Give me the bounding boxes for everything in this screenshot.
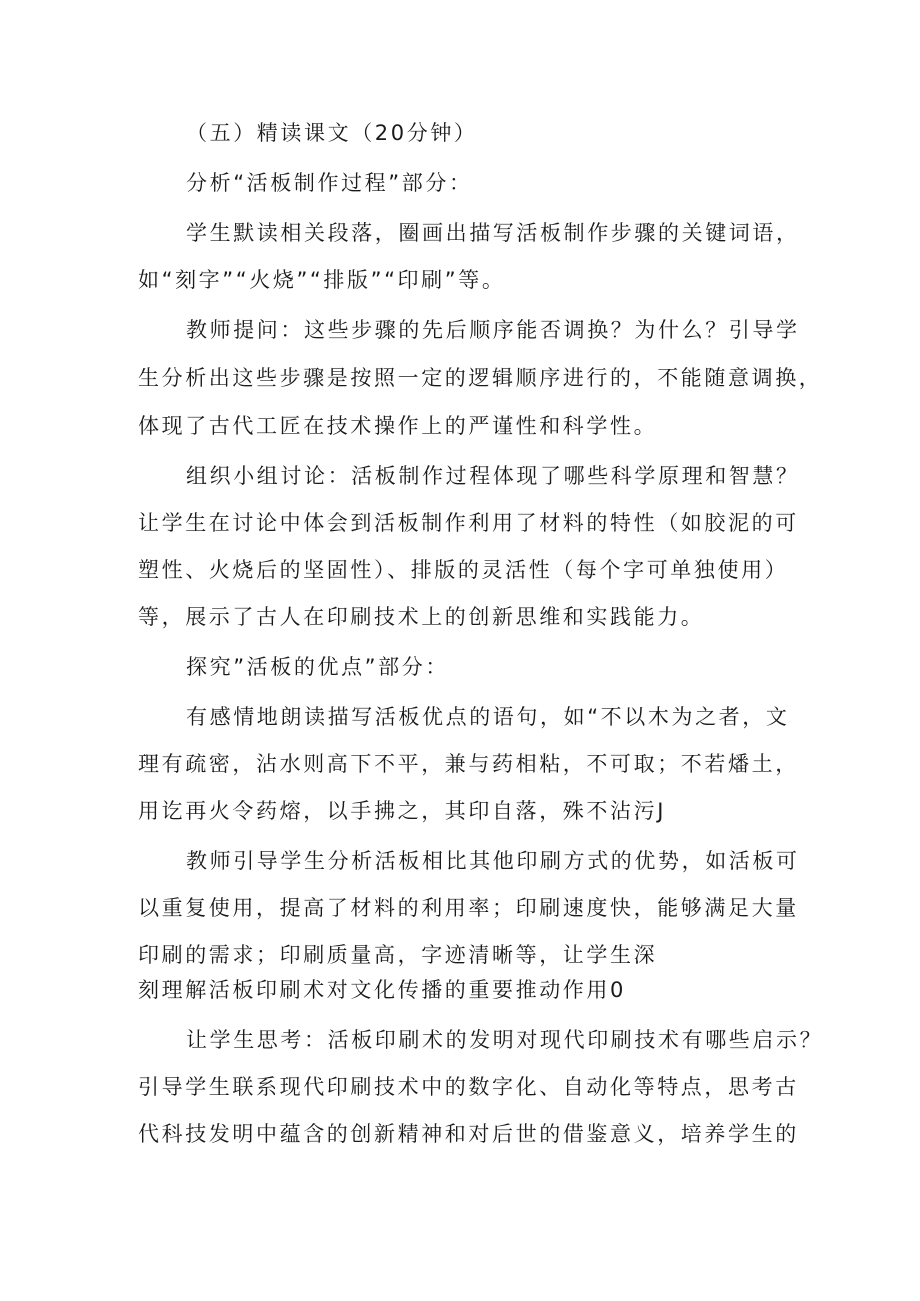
paragraph-line: 教师提问：这些步骤的先后顺序能否调换？为什么？引导学 — [186, 318, 800, 342]
paragraph-line: 等，展示了古人在印刷技术上的创新思维和实践能力。 — [138, 605, 705, 629]
paragraph-line: 生分析出这些步骤是按照一定的逻辑顺序进行的，不能随意调换， — [138, 366, 823, 390]
paragraph-line: 印刷的需求；印刷质量高，字迹清晰等，让学生深 — [138, 943, 658, 967]
paragraph-line: 用讫再火令药熔，以手拂之，其印自落，殊不沾污J — [138, 799, 666, 823]
paragraph-line: 让学生在讨论中体会到活板制作利用了材料的特性（如胶泥的可 — [138, 511, 799, 535]
paragraph-line: 体现了古代工匠在技术操作上的严谨性和科学性。 — [138, 414, 658, 438]
paragraph-line: 理有疏密，沾水则高下不平，兼与药相粘，不可取；不若燔土， — [138, 752, 799, 776]
paragraph-line: 让学生思考：活板印刷术的发明对现代印刷技术有哪些启示？ — [186, 1028, 824, 1052]
paragraph-line: 代科技发明中蕴含的创新精神和对后世的借鉴意义，培养学生的 — [138, 1122, 799, 1146]
paragraph-line: 如“刻字”“火烧”“排版”“印刷”等。 — [138, 268, 506, 292]
paragraph-line: 有感情地朗读描写活板优点的语句，如“不以木为之者，文 — [186, 705, 790, 729]
paragraph-line: 引导学生联系现代印刷技术中的数字化、自动化等特点，思考古 — [138, 1075, 799, 1099]
paragraph-line: 学生默读相关段落，圈画出描写活板制作步骤的关键词语， — [186, 221, 800, 245]
part2-title: 探究”活板的优点”部分： — [186, 655, 449, 679]
paragraph-line: 组织小组讨论：活板制作过程体现了哪些科学原理和智慧？ — [186, 464, 800, 488]
paragraph-line: 塑性、火烧后的坚固性）、排版的灵活性（每个字可单独使用） — [138, 558, 789, 582]
part1-title: 分析“活板制作过程”部分： — [186, 171, 473, 195]
paragraph-line: 教师引导学生分析活板相比其他印刷方式的优势，如活板可 — [186, 849, 800, 873]
section-heading: （五）精读课文（20分钟） — [186, 121, 478, 145]
paragraph-line: 以重复使用，提高了材料的利用率；印刷速度快，能够满足大量 — [138, 896, 799, 920]
paragraph-line: 刻理解活板印刷术对文化传播的重要推动作用0 — [138, 978, 626, 1002]
